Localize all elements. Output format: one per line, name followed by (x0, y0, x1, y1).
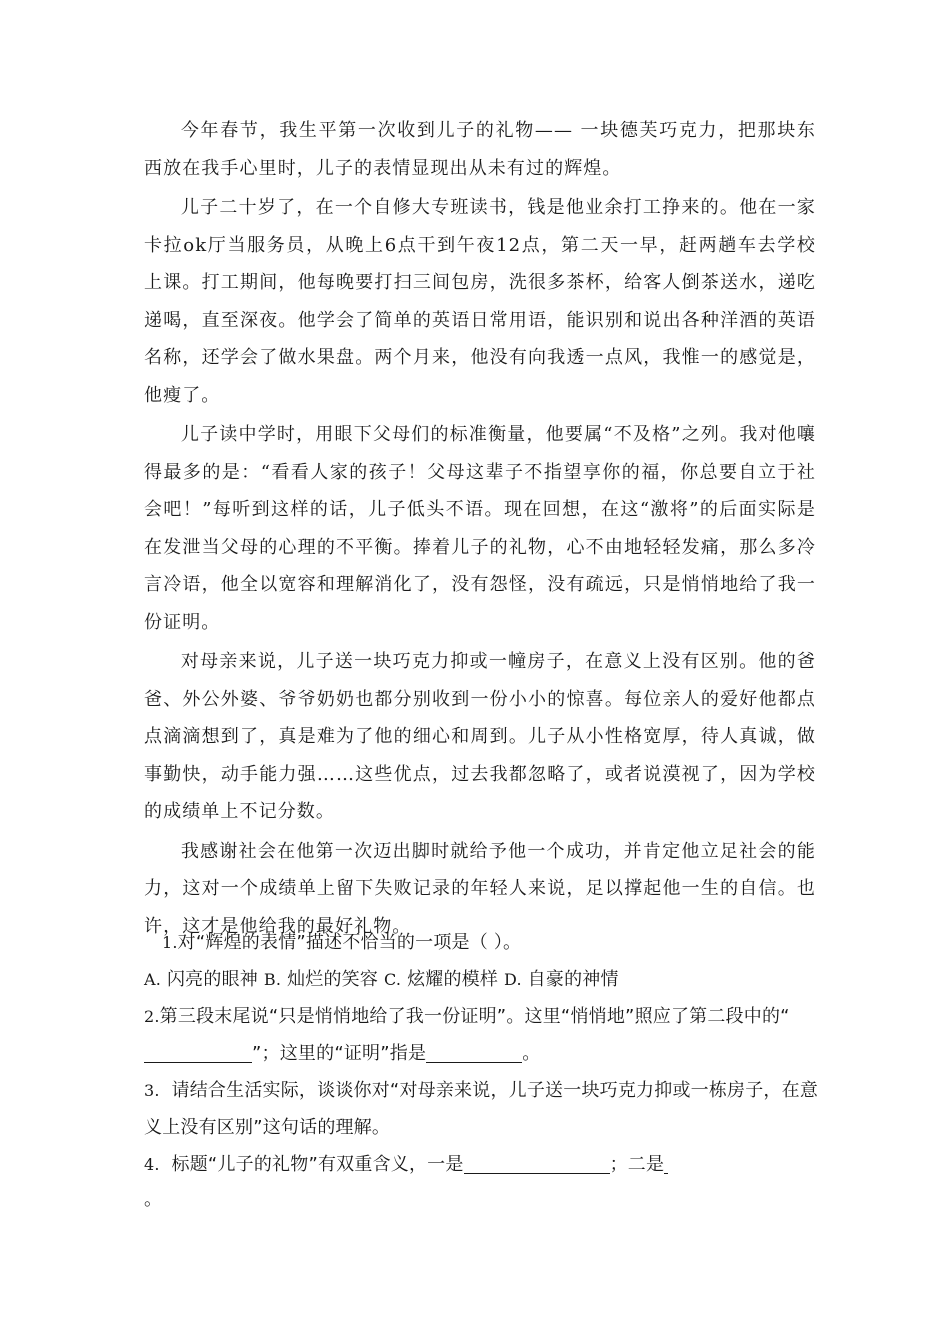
question-2-number: 2. (144, 1007, 160, 1026)
answer-blank-2b[interactable] (426, 1040, 522, 1063)
question-2-text-a: 第三段末尾说“只是悄悄地给了我一份证明”。这里“悄悄地”照应了第二段中的“ (159, 1006, 790, 1027)
question-1-text: 对“辉煌的表情”描述不恰当的一项是（ ）。 (177, 932, 522, 953)
passage-paragraph-2: 儿子二十岁了，在一个自修大专班读书，钱是他业余打工挣来的。他在一家卡拉ok厅当服务员，从晚上6点干到午夜12点，第二天一早，赶两趟车去学校上课。打工期间，他每晚要打扫三间包房，洗很多茶杯，给客人倒茶送水，递吃递喝，直至深夜。他学会了简单的英语日常用语，能识别和说出各种洋酒的英语名称，还学会了做水果盘。两个月来，他没有向我透一点风，我惟一的感觉是，他瘦了。 (144, 197, 816, 406)
question-2-text-c: 。 (522, 1043, 541, 1064)
question-4-number: 4. (144, 1155, 160, 1174)
question-2-text-b: ”；这里的“证明”指是 (252, 1043, 427, 1064)
passage-paragraph-3: 儿子读中学时，用眼下父母们的标准衡量，他要属“不及格”之列。我对他嚷得最多的是：“看看人家的孩子！父母这辈子不指望享你的福，你总要自立于社会吧！”每听到这样的话，儿子低头不语。现在回想，在这“激将”的后面实际是在发泄当父母的心理的不平衡。捧着儿子的礼物，心不由地轻轻发痛，那么多冷言冷语，他全以宽容和理解消化了，没有怨怪，没有疏远，只是悄悄地给了我一份证明。 (144, 424, 816, 633)
option-a-text: 闪亮的眼神 (166, 969, 258, 990)
option-a-label: A. (144, 970, 162, 989)
option-b-label: B. (263, 970, 282, 989)
reading-passage (144, 112, 816, 947)
option-d-label: D. (504, 970, 522, 989)
question-4-text-c: 。 (144, 1189, 163, 1210)
question-4-text-a: 标题“儿子的礼物”有双重含义，一是 (171, 1154, 464, 1175)
answer-blank-4b[interactable] (664, 1151, 668, 1174)
question-3 (144, 1072, 824, 1146)
passage-paragraph-1: 今年春节，我生平第一次收到儿子的礼物—— 一块德芙巧克力，把那块东西放在我手心里时，儿子的表情显现出从未有过的辉煌。 (144, 120, 816, 179)
question-4 (144, 1146, 824, 1217)
option-c-text: 炫耀的模样 (407, 969, 499, 990)
question-list (144, 924, 824, 1217)
answer-blank-2a[interactable] (144, 1040, 252, 1063)
option-c-label: C. (383, 970, 402, 989)
question-3-number: 3. (144, 1081, 160, 1100)
option-b-text: 灿烂的笑容 (287, 969, 379, 990)
question-1 (144, 924, 824, 961)
passage-paragraph-4: 对母亲来说，儿子送一块巧克力抑或一幢房子，在意义上没有区别。他的爸爸、外公外婆、爷爷奶奶也都分别收到一份小小的惊喜。每位亲人的爱好他都点点滴滴想到了，真是难为了他的细心和周到。儿子从小性格宽厚，待人真诚，做事勤快，动手能力强……这些优点，过去我都忽略了，或者说漠视了，因为学校的成绩单上不记分数。 (144, 651, 816, 822)
answer-blank-4a[interactable] (464, 1151, 610, 1174)
question-1-number: 1. (162, 933, 178, 952)
option-d-text: 自豪的神情 (527, 969, 619, 990)
question-1-options (144, 961, 824, 998)
question-4-text-b: ；二是 (609, 1154, 665, 1175)
question-3-text: 请结合生活实际，谈谈你对“对母亲来说，儿子送一块巧克力抑或一栋房子，在意义上没有区别”这句话的理解。 (144, 1080, 819, 1138)
question-2 (144, 998, 824, 1072)
passage-paragraph-5: 我感谢社会在他第一次迈出脚时就给予他一个成功，并肯定他立足社会的能力，这对一个成绩单上留下失败记录的年轻人来说，足以撑起他一生的自信。也许，这才是他给我的最好礼物。 (144, 840, 816, 937)
